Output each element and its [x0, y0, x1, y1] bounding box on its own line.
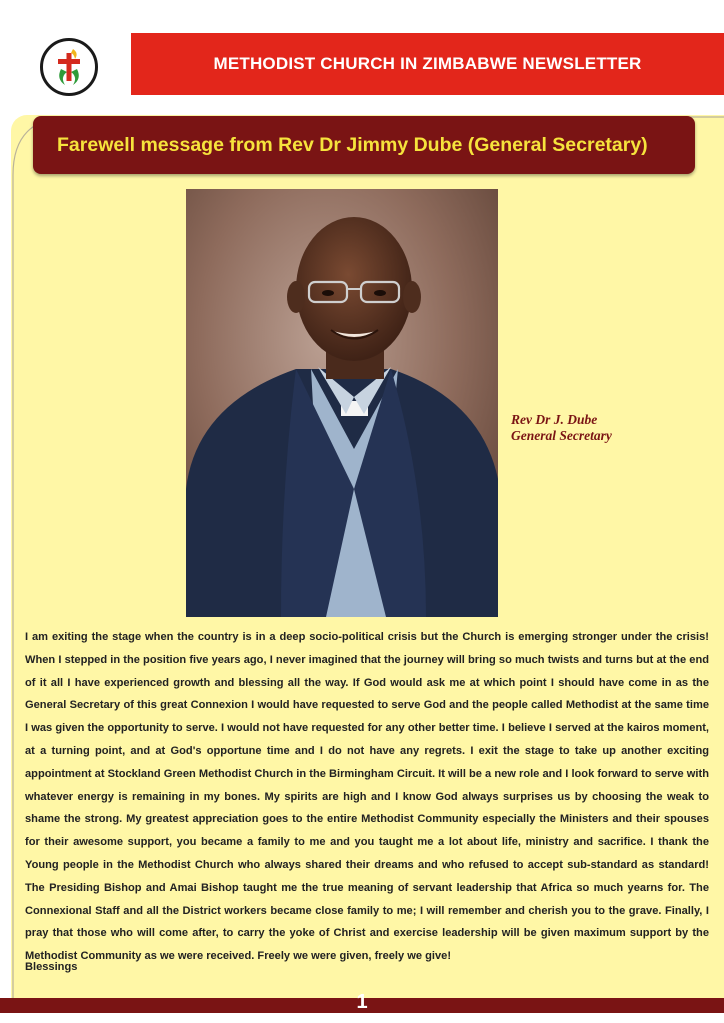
- photo-caption: [511, 412, 711, 444]
- newsletter-header: [131, 33, 724, 95]
- portrait-photo: [186, 189, 498, 617]
- methodist-logo-icon: [40, 38, 98, 96]
- article-title: Farewell message from Rev Dr Jimmy Dube (General Secretary): [57, 133, 648, 156]
- cross-flame-icon: [43, 41, 95, 93]
- page-number: 1: [356, 991, 368, 1013]
- caption-name: Rev Dr J. Dube: [511, 412, 598, 427]
- newsletter-title: METHODIST CHURCH IN ZIMBABWE NEWSLETTER: [213, 54, 642, 73]
- article-body: I am exiting the stage when the country is in a deep socio-political crisis but the Church is emerging stronger under the crisis! When I stepped in the position five years ago, I never imagined that the journey will bring so much twists and turns but at the end of it all I have experienced growth and blessing all the way. If God would ask me at which point I should have come in as the General Secretary of this great Connexion I would have requested to serve God and the people called Methodist at the same time I was given the opportunity to serve. I would not have requested for any other better time. I believe I served at the kairos moment, at a turning point, and at God's opportune time and I do not have any regrets. I exit the stage to take up another exciting appointment at Stockland Green Methodist Church in the Birmingham Circuit. It will be a new role and I look forward to serve with whatever energy is remaining in my bones. My spirits are high and I know God always surprises us by choosing the weak to shame the strong. My greatest appreciation goes to the entire Methodist Community especially the Ministers and their spouses for their awesome support, you became a family to me and you taught me a lot about life, ministry and sacrifice. I thank the Young people in the Methodist Church who always shared their dreams and who refused to accept sub-standard as standard! The Presiding Bishop and Amai Bishop taught me the true meaning of servant leadership that Africa so much yearns for. The Connexional Staff and all the District workers became close family to me; I will remember and cherish you to the grave. Finally, I pray that those who will come after, to carry the yoke of Christ and exercise leadership will be given maximum support by the Methodist Community as we were received. Freely we were given, freely we give!: [25, 631, 709, 963]
- caption-role: General Secretary: [511, 428, 612, 443]
- portrait-illustration: [186, 189, 498, 617]
- article-sign-off: Blessings: [25, 961, 78, 973]
- article-title-bar: [33, 116, 695, 174]
